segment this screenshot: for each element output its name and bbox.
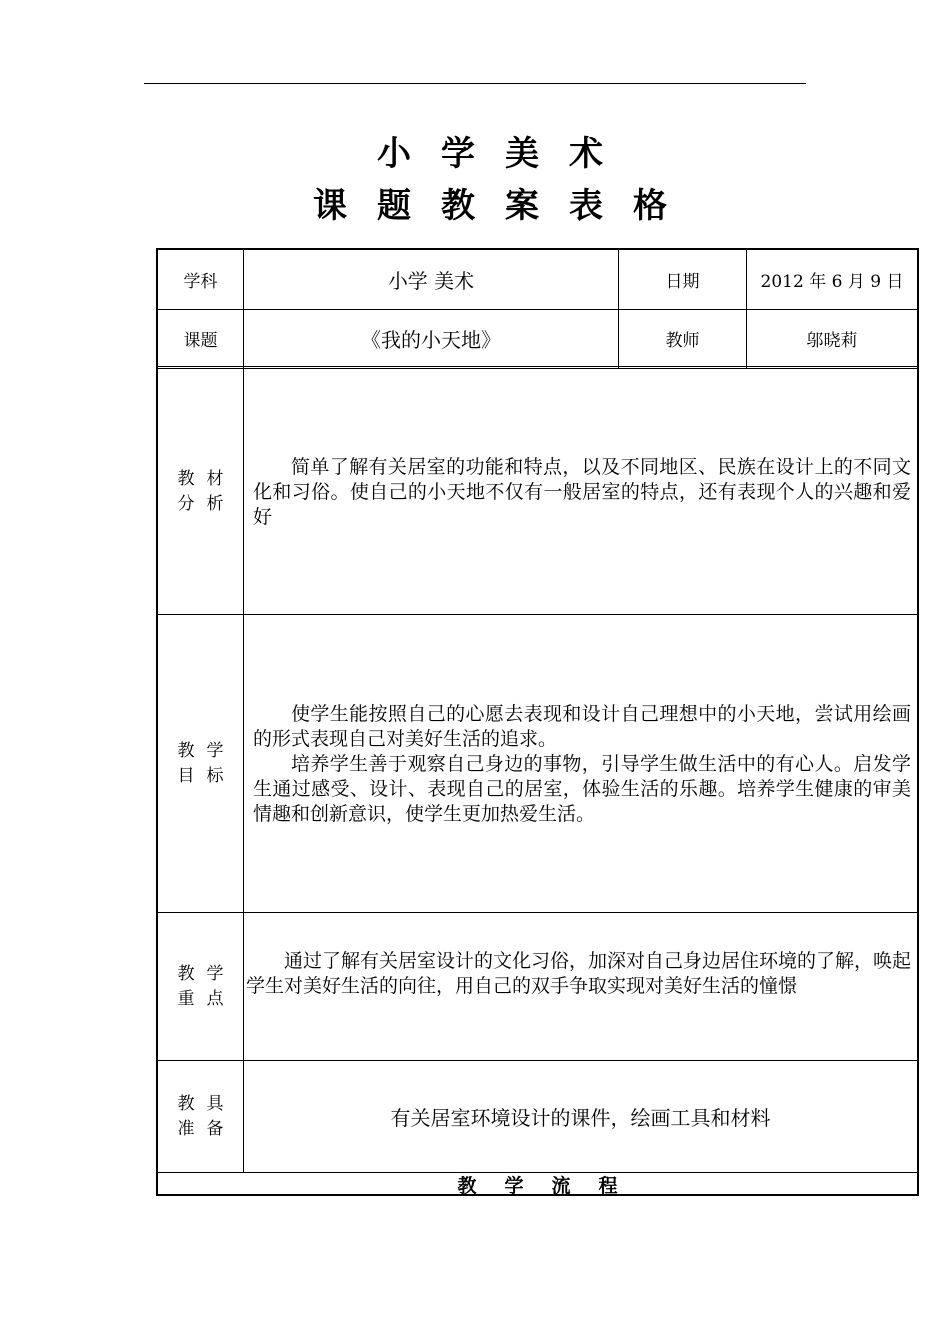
title-line-1: 小学美术	[377, 134, 633, 174]
teaching-goals-label	[158, 615, 243, 912]
title-line-2: 课题教案表格	[313, 186, 697, 226]
material-label-line1: 教材	[177, 468, 236, 489]
teacher-value: 邬晓莉	[806, 331, 858, 351]
focus-paragraph: 通过了解有关居室设计的文化习俗，加深对自己身边居住环境的了解，唤起学生对美好生活的向往，用自己的双手争取实现对美好生活的憧憬	[246, 950, 912, 997]
tools-label-line1: 教具	[177, 1093, 236, 1114]
material-analysis-text	[253, 455, 911, 530]
teaching-focus-label	[158, 913, 243, 1060]
date-label: 日期	[665, 272, 700, 292]
teaching-goals-text	[253, 702, 911, 827]
teaching-flow-heading: 教学流程	[457, 1174, 646, 1197]
material-label-line2: 分析	[177, 493, 236, 514]
focus-label-line2: 重点	[177, 988, 236, 1009]
header-rule	[144, 83, 806, 84]
subject-label: 学科	[183, 272, 218, 292]
tools-preparation-text: 有关居室环境设计的课件，绘画工具和材料	[390, 1106, 771, 1130]
label-column-divider	[243, 250, 244, 1172]
goal-paragraph-2: 培养学生善于观察自己身边的事物，引导学生做生活中的有心人。启发学生通过感受、设计、表现自己的居室，体验生活的乐趣。培养学生健康的审美情趣和创新意识，使学生更加热爱生活。	[253, 753, 911, 825]
date-value: 2012 年 6 月 9 日	[760, 272, 904, 292]
goal-paragraph-1: 使学生能按照自己的心愿去表现和设计自己理想中的小天地，尝试用绘画的形式表现自己对美好生活的追求。	[253, 703, 911, 750]
topic-label: 课题	[183, 331, 218, 351]
tools-preparation-label	[158, 1061, 243, 1172]
material-analysis-label	[158, 369, 243, 614]
material-paragraph: 简单了解有关居室的功能和特点，以及不同地区、民族在设计上的不同文化和习俗。使自己的小天地不仅有一般居室的特点，还有表现个人的兴趣和爱好	[253, 456, 911, 528]
teacher-label: 教师	[665, 331, 700, 351]
goal-label-line1: 教学	[177, 740, 236, 761]
topic-value: 《我的小天地》	[361, 328, 501, 352]
tools-label-line2: 准备	[177, 1118, 236, 1139]
teaching-focus-text	[246, 949, 911, 999]
goal-label-line2: 目标	[177, 765, 236, 786]
row-divider	[158, 912, 917, 913]
focus-label-line1: 教学	[177, 963, 236, 984]
row-divider	[158, 614, 917, 615]
subject-value: 小学 美术	[387, 269, 475, 293]
